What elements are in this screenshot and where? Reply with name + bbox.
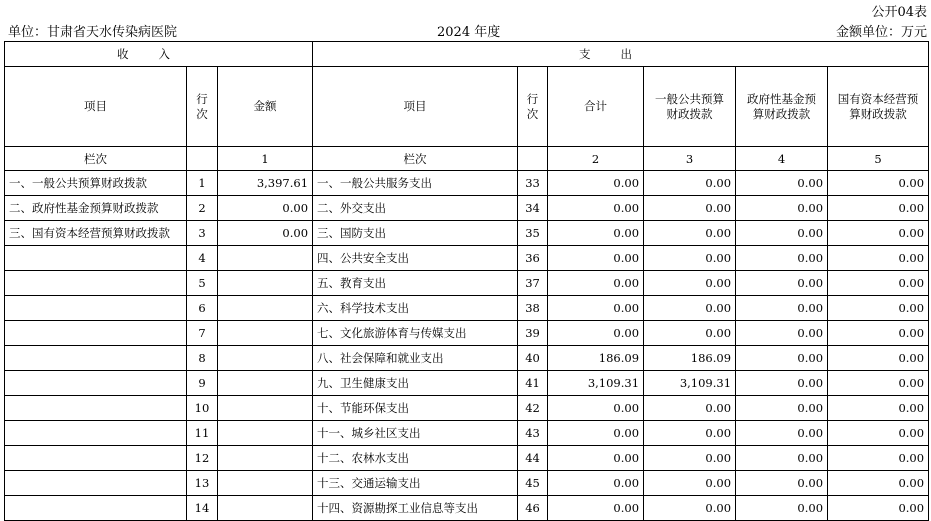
expense-section-header: 支出 [313, 42, 929, 67]
fund-budget-cell: 0.00 [736, 296, 828, 321]
fund-budget-cell: 0.00 [736, 271, 828, 296]
income-row-no-header: 行 次 [187, 67, 218, 147]
income-item-cell [5, 496, 187, 521]
income-amount-cell [218, 271, 313, 296]
table-row [5, 446, 929, 471]
general-budget-cell: 0.00 [644, 396, 736, 421]
index-empty-cell [187, 147, 218, 171]
income-item-cell [5, 246, 187, 271]
income-item-cell [5, 446, 187, 471]
total-cell: 0.00 [548, 421, 644, 446]
fund-budget-cell: 0.00 [736, 446, 828, 471]
expense-row-no-cell: 46 [518, 496, 548, 521]
income-row-no-cell: 8 [187, 346, 218, 371]
expense-item-cell: 十三、交通运输支出 [313, 471, 518, 496]
total-cell: 0.00 [548, 221, 644, 246]
expense-item-cell: 六、科学技术支出 [313, 296, 518, 321]
income-item-cell [5, 321, 187, 346]
expense-item-cell: 八、社会保障和就业支出 [313, 346, 518, 371]
fund-budget-cell: 0.00 [736, 196, 828, 221]
index-col-3: 3 [644, 147, 736, 171]
total-cell: 0.00 [548, 321, 644, 346]
table-row [5, 196, 929, 221]
general-budget-cell: 0.00 [644, 421, 736, 446]
income-item-cell: 二、政府性基金预算财政拨款 [5, 196, 187, 221]
expense-item-cell: 三、国防支出 [313, 221, 518, 246]
income-amount-cell: 0.00 [218, 221, 313, 246]
total-cell: 0.00 [548, 271, 644, 296]
table-row [5, 346, 929, 371]
expense-row-no-cell: 41 [518, 371, 548, 396]
state-capital-cell: 0.00 [828, 396, 929, 421]
general-budget-cell: 0.00 [644, 196, 736, 221]
fund-budget-cell: 0.00 [736, 371, 828, 396]
income-row-no-cell: 7 [187, 321, 218, 346]
index-label-right: 栏次 [313, 147, 518, 171]
income-row-no-cell: 14 [187, 496, 218, 521]
fund-budget-cell: 0.00 [736, 421, 828, 446]
income-amount-cell [218, 346, 313, 371]
income-row-no-cell: 9 [187, 371, 218, 396]
state-capital-cell: 0.00 [828, 446, 929, 471]
table-row [5, 396, 929, 421]
expense-item-cell: 十、节能环保支出 [313, 396, 518, 421]
income-amount-header: 金额 [218, 67, 313, 147]
total-cell: 0.00 [548, 396, 644, 421]
state-capital-cell: 0.00 [828, 246, 929, 271]
income-amount-cell [218, 246, 313, 271]
general-budget-cell: 0.00 [644, 446, 736, 471]
income-item-cell [5, 471, 187, 496]
fund-budget-cell: 0.00 [736, 321, 828, 346]
expense-row-no-cell: 33 [518, 171, 548, 196]
table-body [5, 171, 929, 521]
fund-budget-cell: 0.00 [736, 246, 828, 271]
state-capital-cell: 0.00 [828, 296, 929, 321]
state-capital-cell: 0.00 [828, 221, 929, 246]
expense-row-no-cell: 36 [518, 246, 548, 271]
column-index-row [5, 147, 929, 171]
table-row [5, 421, 929, 446]
state-capital-cell: 0.00 [828, 171, 929, 196]
fund-budget-header: 政府性基金预 算财政拨款 [736, 67, 828, 147]
expense-row-no-cell: 38 [518, 296, 548, 321]
expense-row-no-cell: 34 [518, 196, 548, 221]
table-row [5, 371, 929, 396]
income-amount-cell [218, 446, 313, 471]
income-amount-cell [218, 371, 313, 396]
table-row [5, 171, 929, 196]
general-budget-cell: 0.00 [644, 496, 736, 521]
index-empty-cell [518, 147, 548, 171]
state-capital-cell: 0.00 [828, 371, 929, 396]
income-row-no-cell: 6 [187, 296, 218, 321]
expense-item-cell: 十一、城乡社区支出 [313, 421, 518, 446]
fund-budget-cell: 0.00 [736, 496, 828, 521]
total-cell: 0.00 [548, 196, 644, 221]
income-row-no-cell: 13 [187, 471, 218, 496]
expense-row-no-cell: 40 [518, 346, 548, 371]
total-cell: 0.00 [548, 171, 644, 196]
income-row-no-cell: 1 [187, 171, 218, 196]
income-amount-cell [218, 496, 313, 521]
income-row-no-cell: 10 [187, 396, 218, 421]
table-row [5, 496, 929, 521]
expense-item-cell: 一、一般公共服务支出 [313, 171, 518, 196]
general-budget-cell: 0.00 [644, 296, 736, 321]
index-col-4: 4 [736, 147, 828, 171]
state-capital-cell: 0.00 [828, 321, 929, 346]
form-code: 公开04表 [871, 5, 927, 20]
expense-row-no-cell: 45 [518, 471, 548, 496]
index-col-5: 5 [828, 147, 929, 171]
income-section-header: 收入 [5, 42, 313, 67]
general-budget-header: 一般公共预算 财政拨款 [644, 67, 736, 147]
expense-item-cell: 十四、资源勘探工业信息等支出 [313, 496, 518, 521]
state-capital-header: 国有资本经营预 算财政拨款 [828, 67, 929, 147]
year-label: 2024 年度 [437, 25, 501, 40]
expense-row-no-cell: 44 [518, 446, 548, 471]
general-budget-cell: 0.00 [644, 271, 736, 296]
income-item-cell [5, 371, 187, 396]
income-item-cell: 三、国有资本经营预算财政拨款 [5, 221, 187, 246]
general-budget-cell: 3,109.31 [644, 371, 736, 396]
total-cell: 0.00 [548, 496, 644, 521]
table-row [5, 471, 929, 496]
table-row [5, 271, 929, 296]
expense-item-cell: 五、教育支出 [313, 271, 518, 296]
column-header-row [5, 67, 929, 147]
expense-item-cell: 九、卫生健康支出 [313, 371, 518, 396]
fund-budget-cell: 0.00 [736, 346, 828, 371]
expense-row-no-cell: 37 [518, 271, 548, 296]
unit-label: 单位：甘肃省天水传染病医院 [8, 25, 178, 40]
total-cell: 0.00 [548, 471, 644, 496]
total-cell: 0.00 [548, 246, 644, 271]
total-cell: 0.00 [548, 446, 644, 471]
general-budget-cell: 0.00 [644, 471, 736, 496]
fund-budget-cell: 0.00 [736, 396, 828, 421]
index-label-left: 栏次 [5, 147, 187, 171]
income-amount-cell [218, 421, 313, 446]
income-row-no-cell: 3 [187, 221, 218, 246]
income-row-no-cell: 2 [187, 196, 218, 221]
income-item-cell [5, 346, 187, 371]
income-row-no-cell: 5 [187, 271, 218, 296]
income-item-cell: 一、一般公共预算财政拨款 [5, 171, 187, 196]
table-row [5, 321, 929, 346]
fund-budget-cell: 0.00 [736, 221, 828, 246]
expense-row-no-cell: 43 [518, 421, 548, 446]
report-header [0, 21, 931, 39]
income-amount-cell: 0.00 [218, 196, 313, 221]
total-header: 合计 [548, 67, 644, 147]
income-item-cell [5, 396, 187, 421]
general-budget-cell: 186.09 [644, 346, 736, 371]
state-capital-cell: 0.00 [828, 496, 929, 521]
table-row [5, 221, 929, 246]
income-amount-cell [218, 396, 313, 421]
total-cell: 186.09 [548, 346, 644, 371]
general-budget-cell: 0.00 [644, 221, 736, 246]
general-budget-cell: 0.00 [644, 321, 736, 346]
expense-row-no-header: 行 次 [518, 67, 548, 147]
expense-row-no-cell: 39 [518, 321, 548, 346]
budget-table [4, 41, 929, 521]
state-capital-cell: 0.00 [828, 471, 929, 496]
total-cell: 3,109.31 [548, 371, 644, 396]
table-head [5, 42, 929, 171]
general-budget-cell: 0.00 [644, 171, 736, 196]
expense-item-header: 项目 [313, 67, 518, 147]
income-amount-cell [218, 296, 313, 321]
expense-item-cell: 四、公共安全支出 [313, 246, 518, 271]
income-amount-cell [218, 321, 313, 346]
income-row-no-cell: 12 [187, 446, 218, 471]
income-item-cell [5, 296, 187, 321]
state-capital-cell: 0.00 [828, 196, 929, 221]
expense-item-cell: 七、文化旅游体育与传媒支出 [313, 321, 518, 346]
fund-budget-cell: 0.00 [736, 471, 828, 496]
table-row [5, 246, 929, 271]
income-item-header: 项目 [5, 67, 187, 147]
state-capital-cell: 0.00 [828, 271, 929, 296]
expense-row-no-cell: 35 [518, 221, 548, 246]
total-cell: 0.00 [548, 296, 644, 321]
index-col-2: 2 [548, 147, 644, 171]
fund-budget-cell: 0.00 [736, 171, 828, 196]
table-row [5, 296, 929, 321]
state-capital-cell: 0.00 [828, 421, 929, 446]
income-amount-cell [218, 471, 313, 496]
expense-item-cell: 二、外交支出 [313, 196, 518, 221]
income-row-no-cell: 4 [187, 246, 218, 271]
index-col-1: 1 [218, 147, 313, 171]
state-capital-cell: 0.00 [828, 346, 929, 371]
expense-item-cell: 十二、农林水支出 [313, 446, 518, 471]
income-item-cell [5, 421, 187, 446]
general-budget-cell: 0.00 [644, 246, 736, 271]
income-item-cell [5, 271, 187, 296]
income-row-no-cell: 11 [187, 421, 218, 446]
section-row [5, 42, 929, 67]
amount-unit-label: 金额单位：万元 [835, 25, 927, 40]
income-amount-cell: 3,397.61 [218, 171, 313, 196]
expense-row-no-cell: 42 [518, 396, 548, 421]
